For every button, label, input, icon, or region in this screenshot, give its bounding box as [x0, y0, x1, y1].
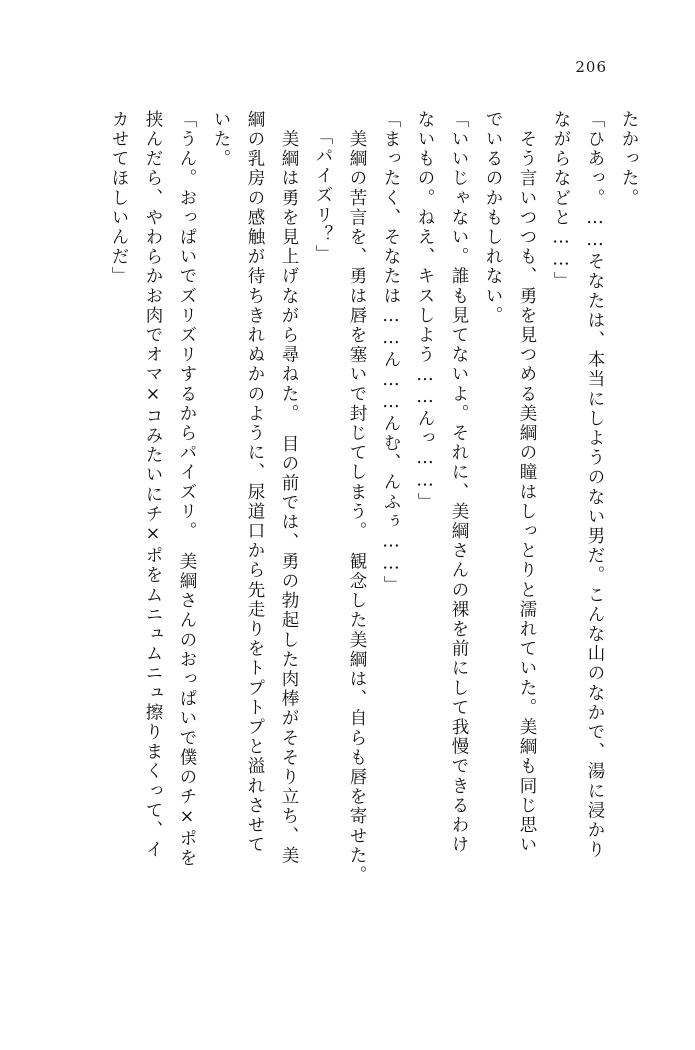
text-line: いた。: [211, 110, 231, 169]
page-number: 206: [575, 58, 607, 76]
body-text-block: [58, 110, 637, 990]
text-line: 美綱の苦言を、勇は唇を塞いで封じてしまう。 観念した美綱は、自らも唇を寄せた。: [347, 110, 367, 886]
text-line: でいるのかもしれない。: [483, 110, 503, 326]
text-line: そう言いつつも、勇を見つめる美綱の瞳はしっとりと濡れていた。美綱も同じ思い: [517, 110, 537, 855]
text-line: 「うん。おっぱいでズリズリするからパイズリ。 美綱さんのおっぱいで僕のチ×ポを: [177, 110, 197, 869]
text-line: カせてほしいんだ」: [109, 110, 129, 287]
text-line: ながらなどと……」: [551, 110, 571, 292]
text-line: 「ひあっ。……そなたは、本当にしようのない男だ。こんな山のなかで、湯に浸かり: [585, 110, 605, 860]
text-line: 挟んだら、やわらかお肉でオマ×コみたいにチ×ポをムニュムニュ擦りまくって、イ: [143, 110, 163, 860]
text-line: 「いいじゃない。誰も見てないよ。それに、美綱さんの裸を前にして我慢できるわけ: [449, 110, 469, 855]
text-line: 「パイズリ？」: [313, 127, 333, 265]
text-line: ないもの。ねえ、キスしよう……んっ……」: [415, 110, 435, 512]
text-line: 美綱は勇を見上げながら尋ねた。 目の前では、勇の勃起した肉棒がそそり立ち、美: [279, 110, 299, 866]
text-line: たかった。: [619, 110, 639, 208]
text-line: 綱の乳房の感触が待ちきれぬかのように、尿道口から先走りをトプトプと溢れさせて: [245, 110, 265, 855]
text-line: 「まったく、そなたは……ん……んむ、んふぅ……」: [381, 110, 401, 596]
